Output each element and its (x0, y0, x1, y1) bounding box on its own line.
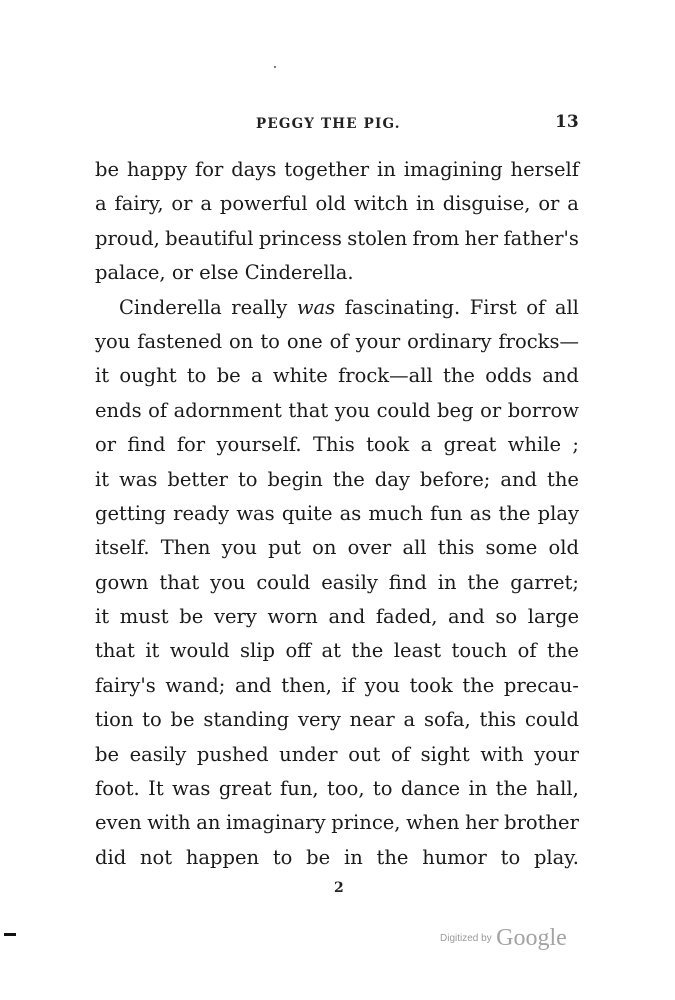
word: to (500, 845, 521, 869)
word: from (412, 226, 460, 250)
word: the (442, 364, 475, 388)
word: the (351, 639, 384, 663)
word: old (315, 192, 347, 216)
word: Then (160, 536, 211, 560)
word: even (95, 811, 142, 835)
word: your (355, 329, 401, 353)
word: begin (267, 467, 323, 491)
word: you (95, 329, 131, 353)
word: you (334, 398, 371, 422)
word: getting (95, 501, 166, 525)
word: one (286, 329, 323, 353)
word: standing (203, 708, 290, 732)
word: at (321, 639, 341, 663)
word: large (527, 605, 579, 629)
word: of (148, 398, 168, 422)
word: in (416, 192, 435, 216)
word: this (479, 708, 517, 732)
word: be (179, 605, 204, 629)
text-line (95, 187, 579, 221)
text-line (95, 463, 579, 497)
word: in (437, 570, 457, 594)
word: very (213, 605, 257, 629)
signature-mark: 2 (334, 880, 344, 896)
word: faded, (375, 605, 438, 629)
word: a (200, 192, 212, 216)
word: or (171, 261, 193, 285)
text-line (95, 600, 579, 634)
word: day (374, 467, 410, 491)
word: did (95, 845, 127, 869)
word: so (495, 605, 518, 629)
word: the (462, 673, 495, 697)
word: the (498, 501, 531, 525)
word: hall, (536, 777, 579, 801)
word: some (485, 536, 538, 560)
word: you (221, 536, 257, 560)
word: then, (281, 673, 332, 697)
word: or (95, 433, 117, 457)
word: out (348, 742, 381, 766)
word: worn (267, 605, 318, 629)
word: ought (119, 364, 177, 388)
word: be (95, 742, 120, 766)
word: this (437, 536, 475, 560)
word: This (312, 433, 355, 457)
word: over (347, 536, 392, 560)
word: yourself. (216, 433, 302, 457)
watermark-prefix: Digitized by (440, 933, 492, 944)
margin-mark (4, 933, 16, 936)
word: all (554, 295, 579, 319)
word: fun (430, 501, 463, 525)
word: be (216, 364, 241, 388)
word: before; (419, 467, 491, 491)
word: it (145, 639, 160, 663)
word: brother (504, 811, 579, 835)
word: the (547, 639, 579, 663)
word: sofa, (423, 708, 471, 732)
word: the (467, 570, 500, 594)
word: beautiful (165, 226, 254, 250)
word: and (328, 605, 366, 629)
word: pushed (196, 742, 269, 766)
word: imaginary (226, 811, 326, 835)
word: for (195, 158, 224, 181)
word: disguise, (442, 192, 531, 216)
word: in (377, 158, 396, 181)
word: off (285, 639, 312, 663)
word: days (231, 158, 277, 181)
body-text (95, 153, 579, 875)
text-line (95, 738, 579, 772)
word: find (388, 570, 427, 594)
word: easily (321, 570, 378, 594)
word: when (406, 811, 460, 835)
word: easily (129, 742, 187, 766)
word: fairy, (114, 192, 164, 216)
word: took (409, 673, 453, 697)
word: or (538, 192, 560, 216)
word: Cinderella (119, 295, 222, 319)
word: First (469, 295, 517, 319)
word: or (171, 192, 193, 216)
word: princess (258, 226, 342, 250)
text-line (95, 772, 579, 806)
word: to (272, 845, 293, 869)
word: if (341, 673, 356, 697)
word: a (420, 433, 433, 457)
word: borrow (507, 398, 579, 422)
word: itself. (95, 536, 150, 560)
word: an (196, 811, 221, 835)
word: great (443, 433, 497, 457)
word: could (376, 398, 431, 422)
word: old (548, 536, 579, 560)
word: a (567, 192, 579, 216)
word: play. (533, 845, 579, 869)
word: a (251, 364, 263, 388)
word: prince, (331, 811, 401, 835)
word: and (234, 673, 272, 697)
text-line (95, 531, 579, 565)
word: was (172, 777, 211, 801)
word: your (534, 742, 579, 766)
word: it (95, 467, 110, 491)
word: together (284, 158, 370, 181)
word: sight (420, 742, 470, 766)
word: fairy's (95, 673, 156, 697)
text-line (95, 428, 579, 462)
word: very (297, 708, 341, 732)
word: quite (281, 501, 333, 525)
word: all (402, 536, 427, 560)
word: and (500, 467, 538, 491)
text-line (95, 359, 579, 393)
word: better (167, 467, 228, 491)
word: to (142, 708, 162, 732)
word: to (186, 364, 207, 388)
word: as (339, 501, 362, 525)
word: a (95, 192, 107, 216)
word: happen (185, 845, 260, 869)
text-line (95, 634, 579, 668)
word: palace, (95, 261, 166, 285)
word: in (343, 845, 363, 869)
word: be (170, 708, 195, 732)
word: took (366, 433, 410, 457)
word: proud, (95, 226, 160, 250)
digitized-watermark (440, 925, 567, 952)
word: It (148, 777, 164, 801)
word: powerful (219, 192, 308, 216)
word: garret; (510, 570, 579, 594)
text-line (95, 806, 579, 840)
word: touch (451, 639, 508, 663)
page-number: 13 (555, 112, 579, 132)
word: could (524, 708, 579, 732)
word: foot. (95, 777, 140, 801)
text-line (95, 703, 579, 737)
word: in (468, 777, 488, 801)
word: be (306, 845, 331, 869)
running-title: PEGGY THE PIG. (256, 116, 401, 132)
ink-speck (274, 66, 276, 68)
text-line (95, 394, 579, 428)
word: it (95, 605, 110, 629)
word: fascinating. (344, 295, 461, 319)
word: white (272, 364, 328, 388)
word: witch (353, 192, 409, 216)
word: the (547, 467, 579, 491)
word: least (393, 639, 442, 663)
text-line (95, 841, 579, 875)
word: of (526, 295, 546, 319)
word: humor (422, 845, 487, 869)
word: dance (400, 777, 461, 801)
text-line (95, 669, 579, 703)
word: near (349, 708, 395, 732)
text-line (95, 566, 579, 600)
word: put (268, 536, 301, 560)
word: or (480, 398, 502, 422)
word: on (229, 329, 254, 353)
word: of (391, 742, 410, 766)
word: wand; (165, 673, 226, 697)
word: frock—all (338, 364, 433, 388)
word: great (218, 777, 272, 801)
word: imagining (403, 158, 503, 181)
text-line (95, 153, 579, 187)
word: find (127, 433, 166, 457)
text-line (95, 497, 579, 531)
word: Cinderella. (244, 261, 354, 285)
word: must (119, 605, 169, 629)
word: was (296, 295, 336, 319)
word: happy (126, 158, 188, 181)
word: the (332, 467, 365, 491)
text-line (95, 291, 579, 325)
word: was (236, 501, 275, 525)
word: ends (95, 398, 142, 422)
word: with (147, 811, 191, 835)
word: too, (327, 777, 365, 801)
word: her (464, 226, 499, 250)
word: with (480, 742, 524, 766)
word: and (448, 605, 485, 629)
word: her (465, 811, 499, 835)
word: the (376, 845, 409, 869)
word: it (95, 364, 110, 388)
word: else (199, 261, 239, 285)
word: that (288, 398, 329, 422)
word: frocks— (498, 329, 579, 353)
text-line (95, 256, 579, 290)
word: of (517, 639, 537, 663)
word: that (95, 639, 135, 663)
word: fun, (280, 777, 319, 801)
word: under (279, 742, 338, 766)
word: to (372, 777, 393, 801)
word: slip (240, 639, 275, 663)
word: fastened (137, 329, 223, 353)
word: precau- (503, 673, 579, 697)
word: as (469, 501, 492, 525)
word: on (312, 536, 337, 560)
word: that (159, 570, 200, 594)
word: really (231, 295, 288, 319)
word: could (256, 570, 311, 594)
word: ; (572, 433, 579, 457)
word: much (368, 501, 423, 525)
word: ready (173, 501, 230, 525)
word: you (210, 570, 246, 594)
word: ordinary (407, 329, 492, 353)
google-logo: Google (496, 925, 567, 951)
word: beg (437, 398, 474, 422)
word: to (237, 467, 258, 491)
word: adornment (173, 398, 282, 422)
word: you (364, 673, 400, 697)
word: be (95, 158, 120, 181)
text-line (95, 325, 579, 359)
word: stolen (347, 226, 408, 250)
text-line (95, 222, 579, 256)
word: play (537, 501, 579, 525)
word: odds (485, 364, 532, 388)
word: not (139, 845, 173, 869)
word: was (119, 467, 158, 491)
word: herself (510, 158, 579, 181)
word: the (495, 777, 528, 801)
word: father's (503, 226, 579, 250)
word: would (169, 639, 230, 663)
word: to (260, 329, 280, 353)
word: of (329, 329, 349, 353)
word: tion (95, 708, 134, 732)
word: and (542, 364, 579, 388)
word: gown (95, 570, 149, 594)
word: a (403, 708, 416, 732)
word: while (507, 433, 561, 457)
word: for (176, 433, 206, 457)
